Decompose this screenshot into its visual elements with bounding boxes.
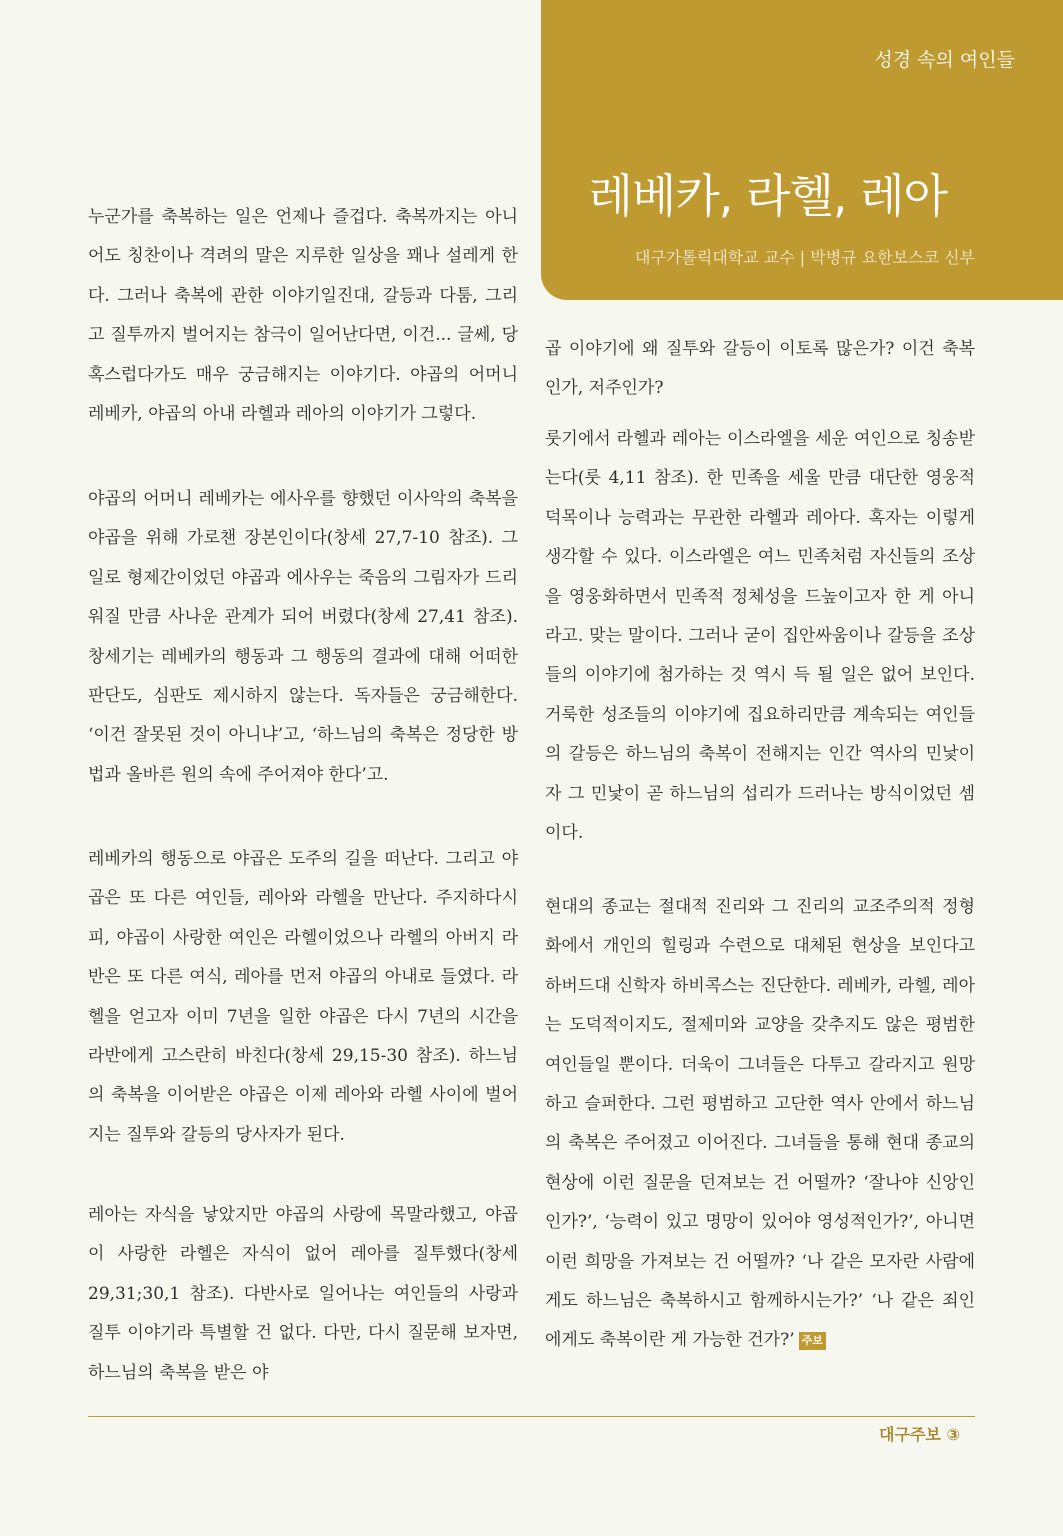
paragraph-1: 누군가를 축복하는 일은 언제나 즐겁다. 축복까지는 아니어도 칭찬이나 격려의 말은 지루한 일상을 꽤나 설레게 한다. 그러나 축복에 관한 이야기일진대, 갈등과 다툼, 그리고 질투까지 벌어지는 참극이 일어난다면, 이건... 글쎄, 당혹스럽다가도 매우 궁금해지는 이야기다. 야곱의 어머니 레베카, 야곱의 아내 라헬과 레아의 이야기가 그렇다. [88,207,518,425]
page-number: 대구주보 ③ [879,1425,960,1444]
paragraph-3: 레베카의 행동으로 야곱은 도주의 길을 떠난다. 그리고 야곱은 또 다른 여인들, 레아와 라헬을 만난다. 주지하다시피, 야곱이 사랑한 여인은 라헬이었으나 라헬의 아버지 라반은 또 다른 여식, 레아를 먼저 야곱의 아내로 들였다. 라헬을 얻고자 이미 7년을 일한 야곱은 다시 7년의 시간을 라반에게 고스란히 바친다(창세 29,15-30 참조). 하느님의 축복을 이어받은 야곱은 이제 레아와 라헬 사이에 벌어지는 질투와 갈등의 당사자가 된다. [88,849,518,1145]
section-label: 성경 속의 여인들 [874,49,1015,71]
paragraph-2: 야곱의 어머니 레베카는 에사우를 향했던 이사악의 축복을 야곱을 위해 가로챈 장본인이다(창세 27,7-10 참조). 그 일로 형제간이었던 야곱과 에사우는 죽음의 그림자가 드리워질 만큼 사나운 관계가 되어 버렸다(창세 27,41 참조). 창세기는 레베카의 행동과 그 행동의 결과에 대해 어떠한 판단도, 심판도 제시하지 않는다. 독자들은 궁금해한다. ‘이건 잘못된 것이 아니냐’고, ‘하느님의 축복은 정당한 방법과 올바른 원의 속에 주어져야 한다’고. [88,489,518,785]
author-byline: 대구가톨릭대학교 교수 | 박병규 요한보스코 신부 [635,248,975,267]
paragraph-7 [545,888,975,1361]
end-mark-icon: 주보 [799,1332,826,1350]
paragraph-7-text: 현대의 종교는 절대적 진리와 그 진리의 교조주의적 정형화에서 개인의 힐링과 수련으로 대체된 현상을 보인다고 하버드대 신학자 하비콕스는 진단한다. 레베카, 라헬, 레아는 도덕적이지도, 절제미와 교양을 갖추지도 않은 평범한 여인들일 뿐이다. 더욱이 그녀들은 다투고 갈라지고 원망하고 슬퍼한다. 그런 평범하고 고단한 역사 안에서 하느님의 축복은 주어졌고 이어진다. 그녀들을 통해 현대 종교의 현상에 이런 질문을 던져보는 건 어떨까? ‘잘나야 신앙인인가?’, ‘능력이 있고 명망이 있어야 영성적인가?’, 아니면 이런 희망을 가져보는 건 어떨까? ‘나 같은 모자란 사람에게도 하느님은 축복하시고 함께하시는가?’ ‘나 같은 죄인에게도 축복이란 게 가능한 건가?’ [545,897,975,1351]
footer-divider [88,1416,975,1417]
article-title: 레베카, 라헬, 레아 [588,169,947,223]
header-banner [541,0,1063,300]
paragraph-4: 레아는 자식을 낳았지만 야곱의 사랑에 목말라했고, 야곱이 사랑한 라헬은 자식이 없어 레아를 질투했다(창세 29,31;30,1 참조). 다반사로 일어나는 여인들의 사랑과 질투 이야기라 특별할 건 없다. 다만, 다시 질문해 보자면, 하느님의 축복을 받은 야 [88,1205,518,1383]
paragraph-5: 곱 이야기에 왜 질투와 갈등이 이토록 많은가? 이건 축복인가, 저주인가? [545,339,975,399]
paragraph-6: 룻기에서 라헬과 레아는 이스라엘을 세운 여인으로 칭송받는다(룻 4,11 참조). 한 민족을 세울 만큼 대단한 영웅적 덕목이나 능력과는 무관한 라헬과 레아다. 혹자는 이렇게 생각할 수 있다. 이스라엘은 여느 민족처럼 자신들의 조상을 영웅화하면서 민족적 정체성을 드높이고자 한 게 아니라고. 맞는 말이다. 그러나 굳이 집안싸움이나 갈등을 조상들의 이야기에 첨가하는 것 역시 득 될 일은 없어 보인다. 거룩한 성조들의 이야기에 집요하리만큼 계속되는 여인들의 갈등은 하느님의 축복이 전해지는 인간 역사의 민낯이자 그 민낯이 곧 하느님의 섭리가 드러나는 방식이었던 셈이다. [545,429,975,844]
